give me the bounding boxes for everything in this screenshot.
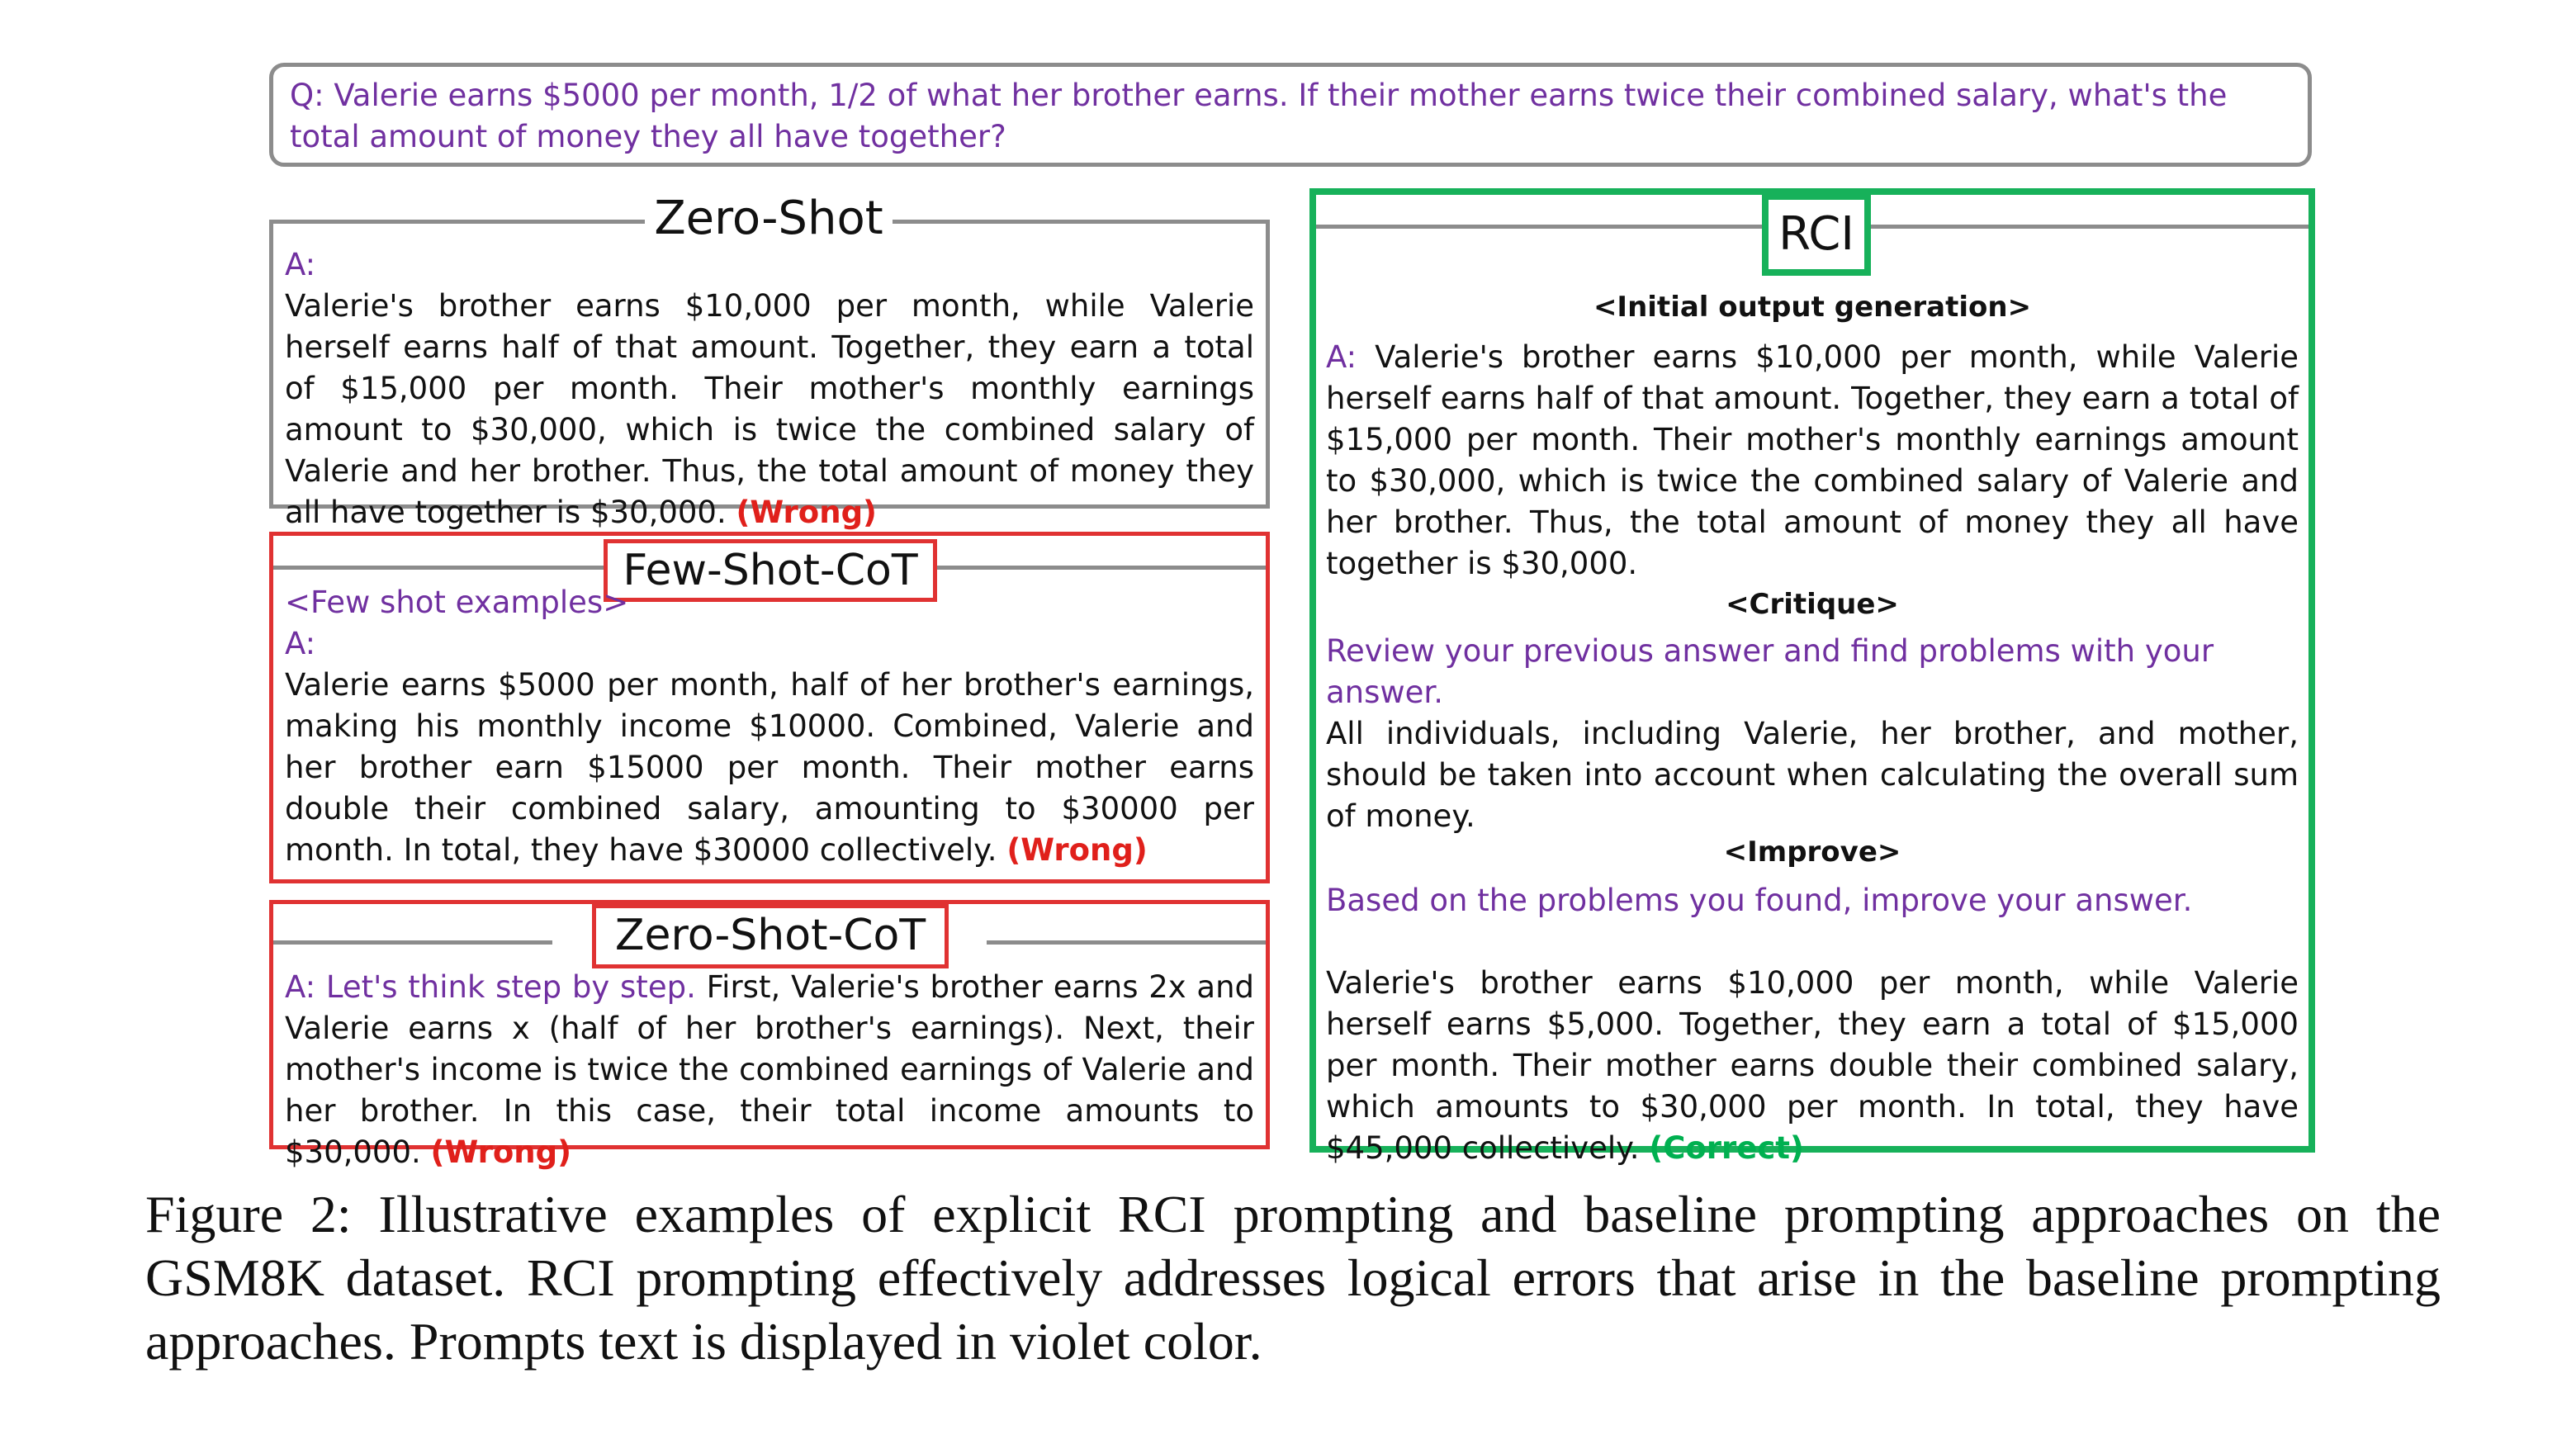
rci-improved-answer: Valerie's brother earns $10,000 per month, while Valerie herself earns $5,000. Together, they earn a total of $15,000 per month. Their mother earns double their combined salary, which amounts to $30,000 per month. In total, they have $45,000 collectively. [1326,965,2299,1166]
rci-title: RCI [1762,193,1871,276]
question-box [269,63,2312,167]
few-shot-examples-label: <Few shot examples> [285,585,629,620]
rci-improved-answer-block [1326,963,2299,1169]
zero-shot-cot-prompt: A: Let's think step by step. [285,969,696,1005]
divider [269,220,647,224]
answer-label: A: [285,247,316,282]
verdict-correct: (Correct) [1649,1130,1804,1166]
few-shot-cot-title: Few-Shot-CoT [604,539,937,602]
verdict-wrong: (Wrong) [430,1134,572,1170]
divider [892,220,1270,224]
zero-shot-panel [269,192,1270,530]
critique-prompt: Review your previous answer and find problems with your answer. [1326,633,2214,710]
divider [273,940,552,945]
rci-panel [1309,188,2315,1166]
zero-shot-title: Zero-Shot [645,190,893,248]
zero-shot-answer: Valerie's brother earns $10,000 per month, while Valerie herself earns half of that amount. Together, they earn a total of $15,000 per month. Their mother's monthly earnings amount to $30,000, which is twice the combined salary of Valerie and her brother. Thus, the total amount of money they all have together is $30,000. [285,288,1254,530]
zero-shot-answer-block [285,286,1254,533]
few-shot-cot-panel [269,532,1270,883]
zero-shot-cot-title: Zero-Shot-CoT [592,904,949,968]
critique-heading: <Critique> [1726,588,1899,621]
zero-shot-cot-panel [269,900,1270,1170]
answer-label: A: [285,626,316,661]
few-shot-cot-answer-block [285,665,1254,871]
verdict-wrong: (Wrong) [736,495,877,530]
few-shot-cot-body [285,582,1254,871]
improve-heading: <Improve> [1723,836,1901,869]
few-shot-cot-answer: Valerie earns $5000 per month, half of her brother's earnings, making his monthly income $10000. Combined, Valerie and her brother earn $15000 per month. Their mother earns double their combined salary, amounting to $30000 per month. In total, they have $30000 collectively. [285,667,1254,868]
zero-shot-body [285,244,1254,533]
verdict-wrong: (Wrong) [1006,832,1148,868]
zero-shot-cot-answer: First, Valerie's brother earns 2x and Valerie earns x (half of her brother's earnings). Next, their mother's income is twice the combined earnings of Valerie and her brother. In this case, their total income amounts to $30,000. [285,969,1255,1170]
zero-shot-cot-body [285,967,1254,1173]
divider [987,940,1266,945]
figure-caption: Figure 2: Illustrative examples of explicit RCI prompting and baseline prompting approaches on the GSM8K dataset. RCI prompting effectively addresses logical errors that arise in the baseline prompting approaches. Prompts text is displayed in violet color. [145,1185,2441,1371]
initial-output-heading: <Initial output generation> [1593,291,2032,324]
rci-initial-answer: Valerie's brother earns $10,000 per month, while Valerie herself earns half of that amount. Together, they earn a total of $15,000 per month. Their mother's monthly earnings amount to $30,000, which is twice the combined salary of Valerie and her brother. Thus, the total amount of money they all have together is $30,000. [1326,339,2299,581]
improve-prompt: Based on the problems you found, improve your answer. [1326,883,2193,918]
critique-answer: All individuals, including Valerie, her brother, and mother, should be taken into account when calculating the overall sum of money. [1326,716,2299,834]
question-text: Q: Valerie earns $5000 per month, 1/2 of what her brother earns. If their mother earns twice their combined salary, what's the total amount of money they all have together? [290,78,2228,154]
rci-initial-answer-block [1326,337,2299,585]
answer-label: A: [1326,339,1357,375]
